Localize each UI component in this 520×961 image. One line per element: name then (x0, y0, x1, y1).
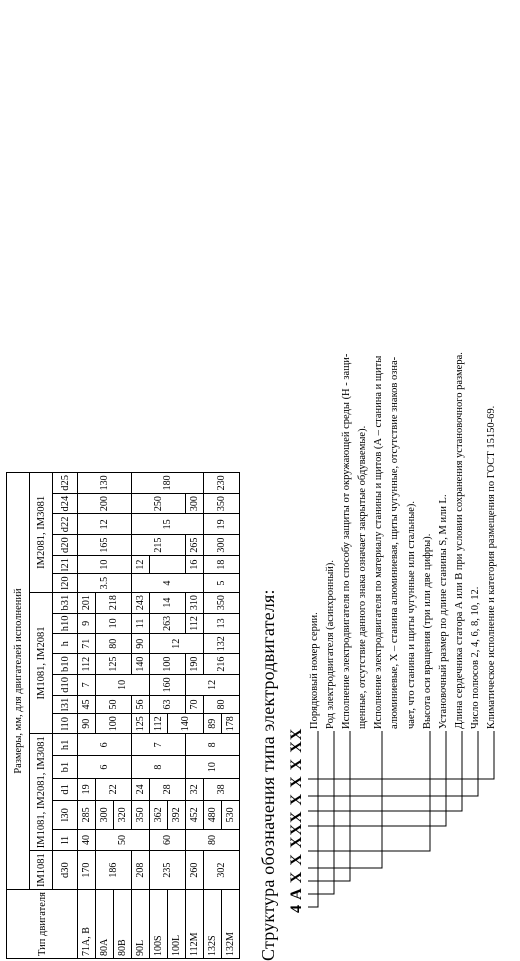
cell: 90 (78, 714, 96, 734)
cell: 265 (186, 535, 204, 556)
cell: 112 (150, 714, 168, 734)
cell: 18 (204, 555, 240, 573)
desc-line: Порядковый номер серии. (309, 612, 320, 729)
cell: 260 (186, 851, 204, 890)
cell: 140 (132, 654, 150, 675)
cell: 40 (78, 829, 96, 851)
cell: 201 (78, 592, 96, 613)
cell: 350 (204, 592, 240, 613)
cell: 6 (78, 734, 132, 756)
cell: 60 (150, 829, 186, 851)
hdr-b31: b31 (53, 592, 78, 613)
desc-line: Климатическое исполнение и категория размещения по ГОСТ 15150-69. (486, 405, 498, 729)
cell: 218 (96, 592, 132, 613)
type-cell: 80B (114, 890, 132, 959)
cell: 302 (204, 851, 240, 890)
cell: 362 (150, 800, 168, 829)
cell: 32 (186, 778, 204, 800)
cell: 140 (168, 714, 204, 734)
cell: 4 (132, 574, 204, 592)
cell: 263 (150, 613, 186, 634)
hdr-d25: d25 (53, 472, 78, 493)
cell: 80 (204, 695, 240, 713)
hdr-l1: l1 (53, 829, 78, 851)
cell: 130 (78, 472, 132, 493)
group-d-header: IM2081, IM3081 (30, 472, 53, 592)
cell: 7 (132, 734, 186, 756)
desc-line: чает, что станина и щиты чугунные или стальные). (405, 500, 417, 729)
hdr-l20: l20 (53, 574, 78, 592)
type-cell: 90L (132, 890, 150, 959)
leader-line (308, 731, 462, 811)
cell: 165 (78, 535, 132, 556)
cell: 19 (204, 514, 240, 535)
cell: 12 (78, 514, 132, 535)
cell: 8 (186, 734, 240, 756)
hdr-l31: l31 (53, 695, 78, 713)
cell: 125 (132, 714, 150, 734)
cell: 50 (96, 695, 132, 713)
cell: 392 (168, 800, 186, 829)
desc-line: Длина сердечника статора А или В при условии сохранения установочного размера. (453, 352, 465, 729)
hdr-d22: d22 (53, 514, 78, 535)
cell: 112 (78, 654, 96, 675)
cell: 7 (78, 675, 96, 696)
hdr-h1: h1 (53, 734, 78, 756)
cell: 200 (78, 493, 132, 514)
desc-line: Высота оси вращения (три или две цифры). (421, 533, 433, 729)
structure-descriptions (307, 352, 500, 729)
cell: 215 (132, 535, 186, 556)
cell: 452 (186, 800, 204, 829)
cell: 160 (150, 675, 186, 696)
type-cell: 100L (168, 890, 186, 959)
cell: 63 (150, 695, 186, 713)
cell: 10 (78, 555, 132, 573)
cell: 9 (78, 613, 96, 634)
cell: 300 (96, 800, 114, 829)
cell: 90 (132, 634, 150, 654)
cell: 70 (186, 695, 204, 713)
cell: 3.5 (78, 574, 132, 592)
cell: 45 (78, 695, 96, 713)
hdr-d10: d10 (53, 675, 78, 696)
structure-title: Структура обозначения типа электродвигателя: (258, 589, 278, 961)
hdr-b1: b1 (53, 756, 78, 778)
hdr-l21: l21 (53, 555, 78, 573)
cell: 230 (204, 472, 240, 493)
group-sizes-header: Размеры, мм, для двигателей исполнений (7, 472, 30, 889)
group-b-header: IM1081, IM2081, IM3081 (30, 734, 53, 851)
cell: 28 (150, 778, 186, 800)
leader-line (308, 731, 430, 851)
cell: 216 (204, 654, 240, 675)
desc-line: алюминиевые, Х – станина алюминиевая, щиты чугунные, отсутствие знаков озна- (389, 356, 401, 729)
cell: 19 (78, 778, 96, 800)
hdr-h10: h10 (53, 613, 78, 634)
cell: 10 (96, 613, 132, 634)
desc-line: Род электродвигателя (асинхронный). (325, 560, 337, 729)
cell: 186 (96, 851, 132, 890)
type-cell: 132S (204, 890, 222, 959)
cell: 320 (114, 800, 132, 829)
group-a-header: IM1081 (30, 851, 53, 890)
cell: 300 (204, 535, 240, 556)
cell: 56 (132, 695, 150, 713)
cell: 208 (132, 851, 150, 890)
cell: 243 (132, 592, 150, 613)
cell: 12 (132, 555, 150, 573)
hdr-l10: l10 (53, 714, 78, 734)
cell: 180 (132, 472, 204, 493)
cell: 50 (96, 829, 150, 851)
cell: 170 (78, 851, 96, 890)
cell: 10 (186, 756, 240, 778)
hdr-d1: d1 (53, 778, 78, 800)
desc-line: Число полюсов 2, 4, 6, 8, 10, 12. (469, 586, 481, 729)
cell: 310 (186, 592, 204, 613)
cell: 300 (186, 493, 204, 514)
cell: 480 (204, 800, 222, 829)
leader-line (308, 731, 494, 779)
cell: 235 (150, 851, 186, 890)
leader-line (308, 731, 382, 868)
group-c-header: IM1081, IM2081 (30, 592, 53, 733)
cell: 38 (204, 778, 240, 800)
hdr-l30: l30 (53, 800, 78, 829)
cell: 112 (186, 613, 204, 634)
type-cell: 71A, B (78, 890, 96, 959)
cell: 71 (78, 634, 96, 654)
cell: 14 (150, 592, 186, 613)
cell: 16 (186, 555, 204, 573)
type-cell: 132M (222, 890, 240, 959)
type-cell: 112M (186, 890, 204, 959)
cell: 10 (96, 675, 150, 696)
cell: 250 (132, 493, 186, 514)
cell: 12 (150, 634, 204, 654)
hdr-d20: d20 (53, 535, 78, 556)
cell: 285 (78, 800, 96, 829)
cell: 13 (204, 613, 240, 634)
leader-line (308, 731, 350, 881)
cell: 22 (96, 778, 132, 800)
cell: 89 (204, 714, 222, 734)
cell: 6 (78, 756, 132, 778)
hdr-d30: d30 (53, 851, 78, 890)
cell: 12 (186, 675, 240, 696)
col-type-header: Тип двигателя (7, 890, 78, 959)
cell: 80 (186, 829, 240, 851)
cell: 11 (132, 613, 150, 634)
hdr-b10: b10 (53, 654, 78, 675)
cell: 24 (132, 778, 150, 800)
cell: 5 (204, 574, 240, 592)
cell: 100 (96, 714, 132, 734)
cell: 80 (96, 634, 132, 654)
desc-line: Исполнение электродвигателя по способу защиты от окружающей среды (Н - защи- (341, 353, 353, 729)
cell: 125 (96, 654, 132, 675)
hdr-d24: d24 (53, 493, 78, 514)
cell: 15 (132, 514, 204, 535)
cell: 530 (222, 800, 240, 829)
type-cell: 80A (96, 890, 114, 959)
type-cell: 100S (150, 890, 168, 959)
cell: 190 (186, 654, 204, 675)
desc-line: Исполнение электродвигателя по материалу станины и щитов (А – станина и щиты (373, 355, 385, 729)
cell: 132 (204, 634, 240, 654)
cell: 350 (132, 800, 150, 829)
cell: 100 (150, 654, 186, 675)
cell: 350 (204, 493, 240, 514)
cell: 178 (222, 714, 240, 734)
cell: 8 (132, 756, 186, 778)
leader-line (308, 731, 334, 894)
desc-line: Установочный размер по длине станины S, M или L. (437, 494, 449, 729)
desc-line: щенные, отсутствие данного знака означает закрытые обдуваемые). (357, 425, 369, 729)
type-code: 4 A X X XXX X X X XX (288, 727, 305, 913)
hdr-h: h (53, 634, 78, 654)
